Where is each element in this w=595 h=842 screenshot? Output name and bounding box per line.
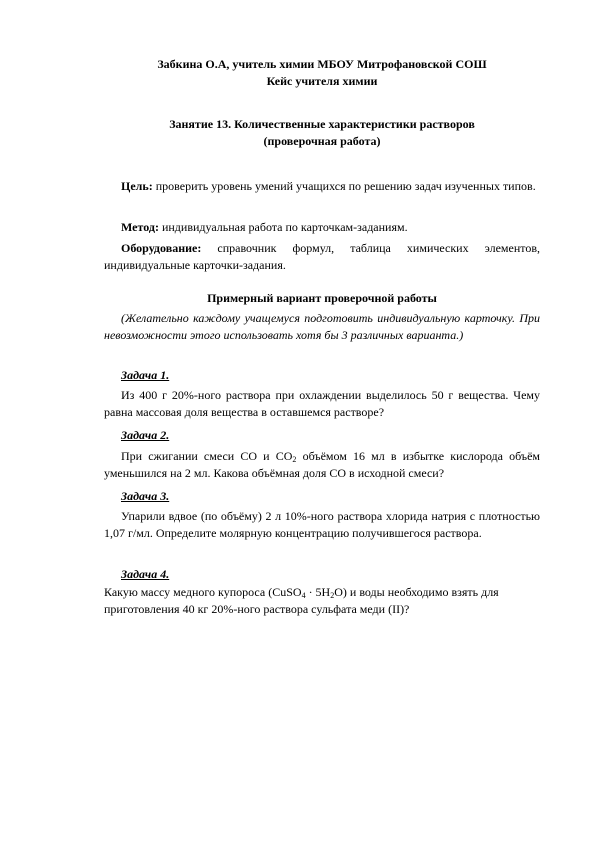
case-line: Кейс учителя химии — [266, 74, 378, 88]
task-2-text: При сжигании смеси CO и $CO_2$ объёмом 16 мл в избытке кислорода объём уменьшился на 2 мл. Какова объёмная доля CO в исходной смеси? — [104, 449, 540, 480]
lesson-title — [104, 116, 540, 150]
variant-heading: Примерный вариант проверочной работы — [207, 291, 437, 305]
task-1-label: Задача 1. — [121, 368, 170, 382]
equipment-text: справочник формул, таблица химических элементов, индивидуальные карточки-задания. — [104, 241, 540, 272]
task-2-label: Задача 2. — [121, 428, 170, 442]
task-4-text: Какую массу медного купороса (CuSO$_4$ · $5H_2O$) и воды необходимо взять для приготовления 40 кг 20%-ного раствора сульфата меди (II)? — [104, 585, 499, 616]
header — [104, 56, 540, 90]
method-text: индивидуальная работа по карточкам-заданиям. — [158, 220, 408, 234]
author-line: Забкина О.А, учитель химии МБОУ Митрофановской СОШ — [157, 57, 487, 71]
goal-label: Цель: — [121, 179, 153, 193]
goal-text: проверить уровень умений учащихся по решению задач изученных типов. — [152, 179, 536, 193]
lesson-title-line-2: (проверочная работа) — [263, 134, 381, 148]
variant-note: (Желательно каждому учащемуся подготовить индивидуальную карточку. При невозможности этого использовать хотя бы 3 различных варианта.) — [104, 311, 540, 342]
task-3-text: Упарили вдвое (по объёму) 2 л 10%-ного раствора хлорида натрия с плотностью 1,07 г/мл. Определите молярную концентрацию получившегося раствора. — [104, 509, 540, 540]
lesson-title-line-1: Занятие 13. Количественные характеристики растворов — [169, 117, 475, 131]
task-3-label: Задача 3. — [121, 489, 170, 503]
equipment-paragraph — [104, 240, 540, 274]
equipment-label: Оборудование: — [121, 241, 202, 255]
task-4-label: Задача 4. — [121, 567, 170, 581]
goal-paragraph — [104, 178, 540, 195]
task-1-text: Из 400 г 20%-ного раствора при охлаждении выделилось 50 г вещества. Чему равна массовая доля вещества в оставшемся растворе? — [104, 388, 540, 419]
method-paragraph — [104, 219, 540, 236]
method-label: Метод: — [121, 220, 159, 234]
